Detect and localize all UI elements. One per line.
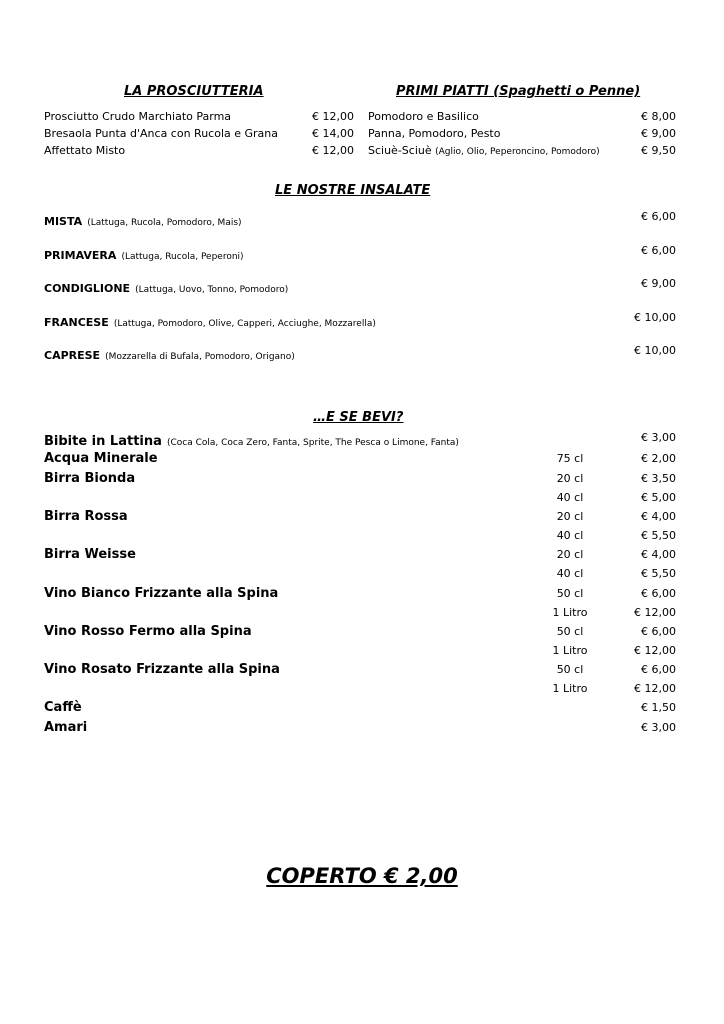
- list-item: Sciuè-Sciuè (Aglio, Olio, Peperoncino, Pomodoro): [368, 144, 600, 157]
- list-item: Birra Rossa: [44, 509, 128, 524]
- price: € 12,00: [312, 144, 354, 157]
- size: 20 cl: [556, 548, 584, 561]
- list-item: Amari: [44, 720, 88, 735]
- size: 1 Litro: [552, 606, 588, 619]
- size: 50 cl: [556, 663, 584, 676]
- list-item: Pomodoro e Basilico: [368, 110, 479, 123]
- price: € 6,00: [641, 625, 676, 638]
- price: € 12,00: [634, 682, 676, 695]
- coperto: COPERTO € 2,00: [266, 864, 458, 888]
- price: € 14,00: [312, 127, 354, 140]
- price: € 6,00: [641, 663, 676, 676]
- size: 40 cl: [556, 567, 584, 580]
- primi-title: PRIMI PIATTI (Spaghetti o Penne): [396, 84, 641, 99]
- price: € 4,00: [641, 510, 676, 523]
- list-item: CONDIGLIONE (Lattuga, Uovo, Tonno, Pomodoro): [44, 282, 289, 295]
- list-item: CAPRESE (Mozzarella di Bufala, Pomodoro, Origano): [44, 349, 295, 362]
- list-item: Prosciutto Crudo Marchiato Parma: [44, 110, 232, 123]
- list-item: Panna, Pomodoro, Pesto: [368, 127, 501, 140]
- list-item: Birra Bionda: [44, 471, 136, 486]
- list-item: FRANCESE (Lattuga, Pomodoro, Olive, Capperi, Acciughe, Mozzarella): [44, 316, 376, 329]
- list-item: Acqua Minerale: [44, 451, 158, 466]
- prosciutteria-title: LA PROSCIUTTERIA: [124, 84, 264, 99]
- price: € 6,00: [641, 587, 676, 600]
- price: € 5,50: [641, 567, 676, 580]
- price: € 10,00: [634, 311, 676, 324]
- price: € 2,00: [641, 452, 676, 465]
- price: € 1,50: [641, 701, 676, 714]
- list-item: MISTA (Lattuga, Rucola, Pomodoro, Mais): [44, 215, 242, 228]
- list-item: Vino Rosso Fermo alla Spina: [44, 624, 252, 639]
- insalate-title: LE NOSTRE INSALATE: [275, 183, 431, 198]
- size: 75 cl: [556, 452, 584, 465]
- size: 1 Litro: [552, 644, 588, 657]
- list-item: Bresaola Punta d'Anca con Rucola e Grana: [44, 127, 279, 140]
- price: € 8,00: [641, 110, 676, 123]
- price: € 3,50: [641, 472, 676, 485]
- price: € 12,00: [634, 644, 676, 657]
- price: € 4,00: [641, 548, 676, 561]
- size: 50 cl: [556, 625, 584, 638]
- size: 1 Litro: [552, 682, 588, 695]
- list-item: Caffè: [44, 700, 82, 715]
- price: € 9,00: [641, 127, 676, 140]
- price: € 5,00: [641, 491, 676, 504]
- list-item: Vino Rosato Frizzante alla Spina: [44, 662, 280, 677]
- size: 20 cl: [556, 472, 584, 485]
- list-item: Bibite in Lattina (Coca Cola, Coca Zero, Fanta, Sprite, The Pesca o Limone, Fanta): [44, 434, 459, 449]
- price: € 12,00: [634, 606, 676, 619]
- price: € 10,00: [634, 344, 676, 357]
- list-item: Birra Weisse: [44, 547, 136, 562]
- list-item: PRIMAVERA (Lattuga, Rucola, Peperoni): [44, 249, 244, 262]
- price: € 5,50: [641, 529, 676, 542]
- list-item: Vino Bianco Frizzante alla Spina: [44, 586, 279, 601]
- price: € 6,00: [641, 210, 676, 223]
- size: 20 cl: [556, 510, 584, 523]
- price: € 12,00: [312, 110, 354, 123]
- price: € 6,00: [641, 244, 676, 257]
- price: € 3,00: [641, 721, 676, 734]
- list-item: Affettato Misto: [44, 144, 126, 157]
- size: 40 cl: [556, 491, 584, 504]
- bevande-title: …E SE BEVI?: [313, 410, 404, 425]
- price: € 9,50: [641, 144, 676, 157]
- size: 50 cl: [556, 587, 584, 600]
- size: 40 cl: [556, 529, 584, 542]
- price: € 9,00: [641, 277, 676, 290]
- price: € 3,00: [641, 431, 676, 444]
